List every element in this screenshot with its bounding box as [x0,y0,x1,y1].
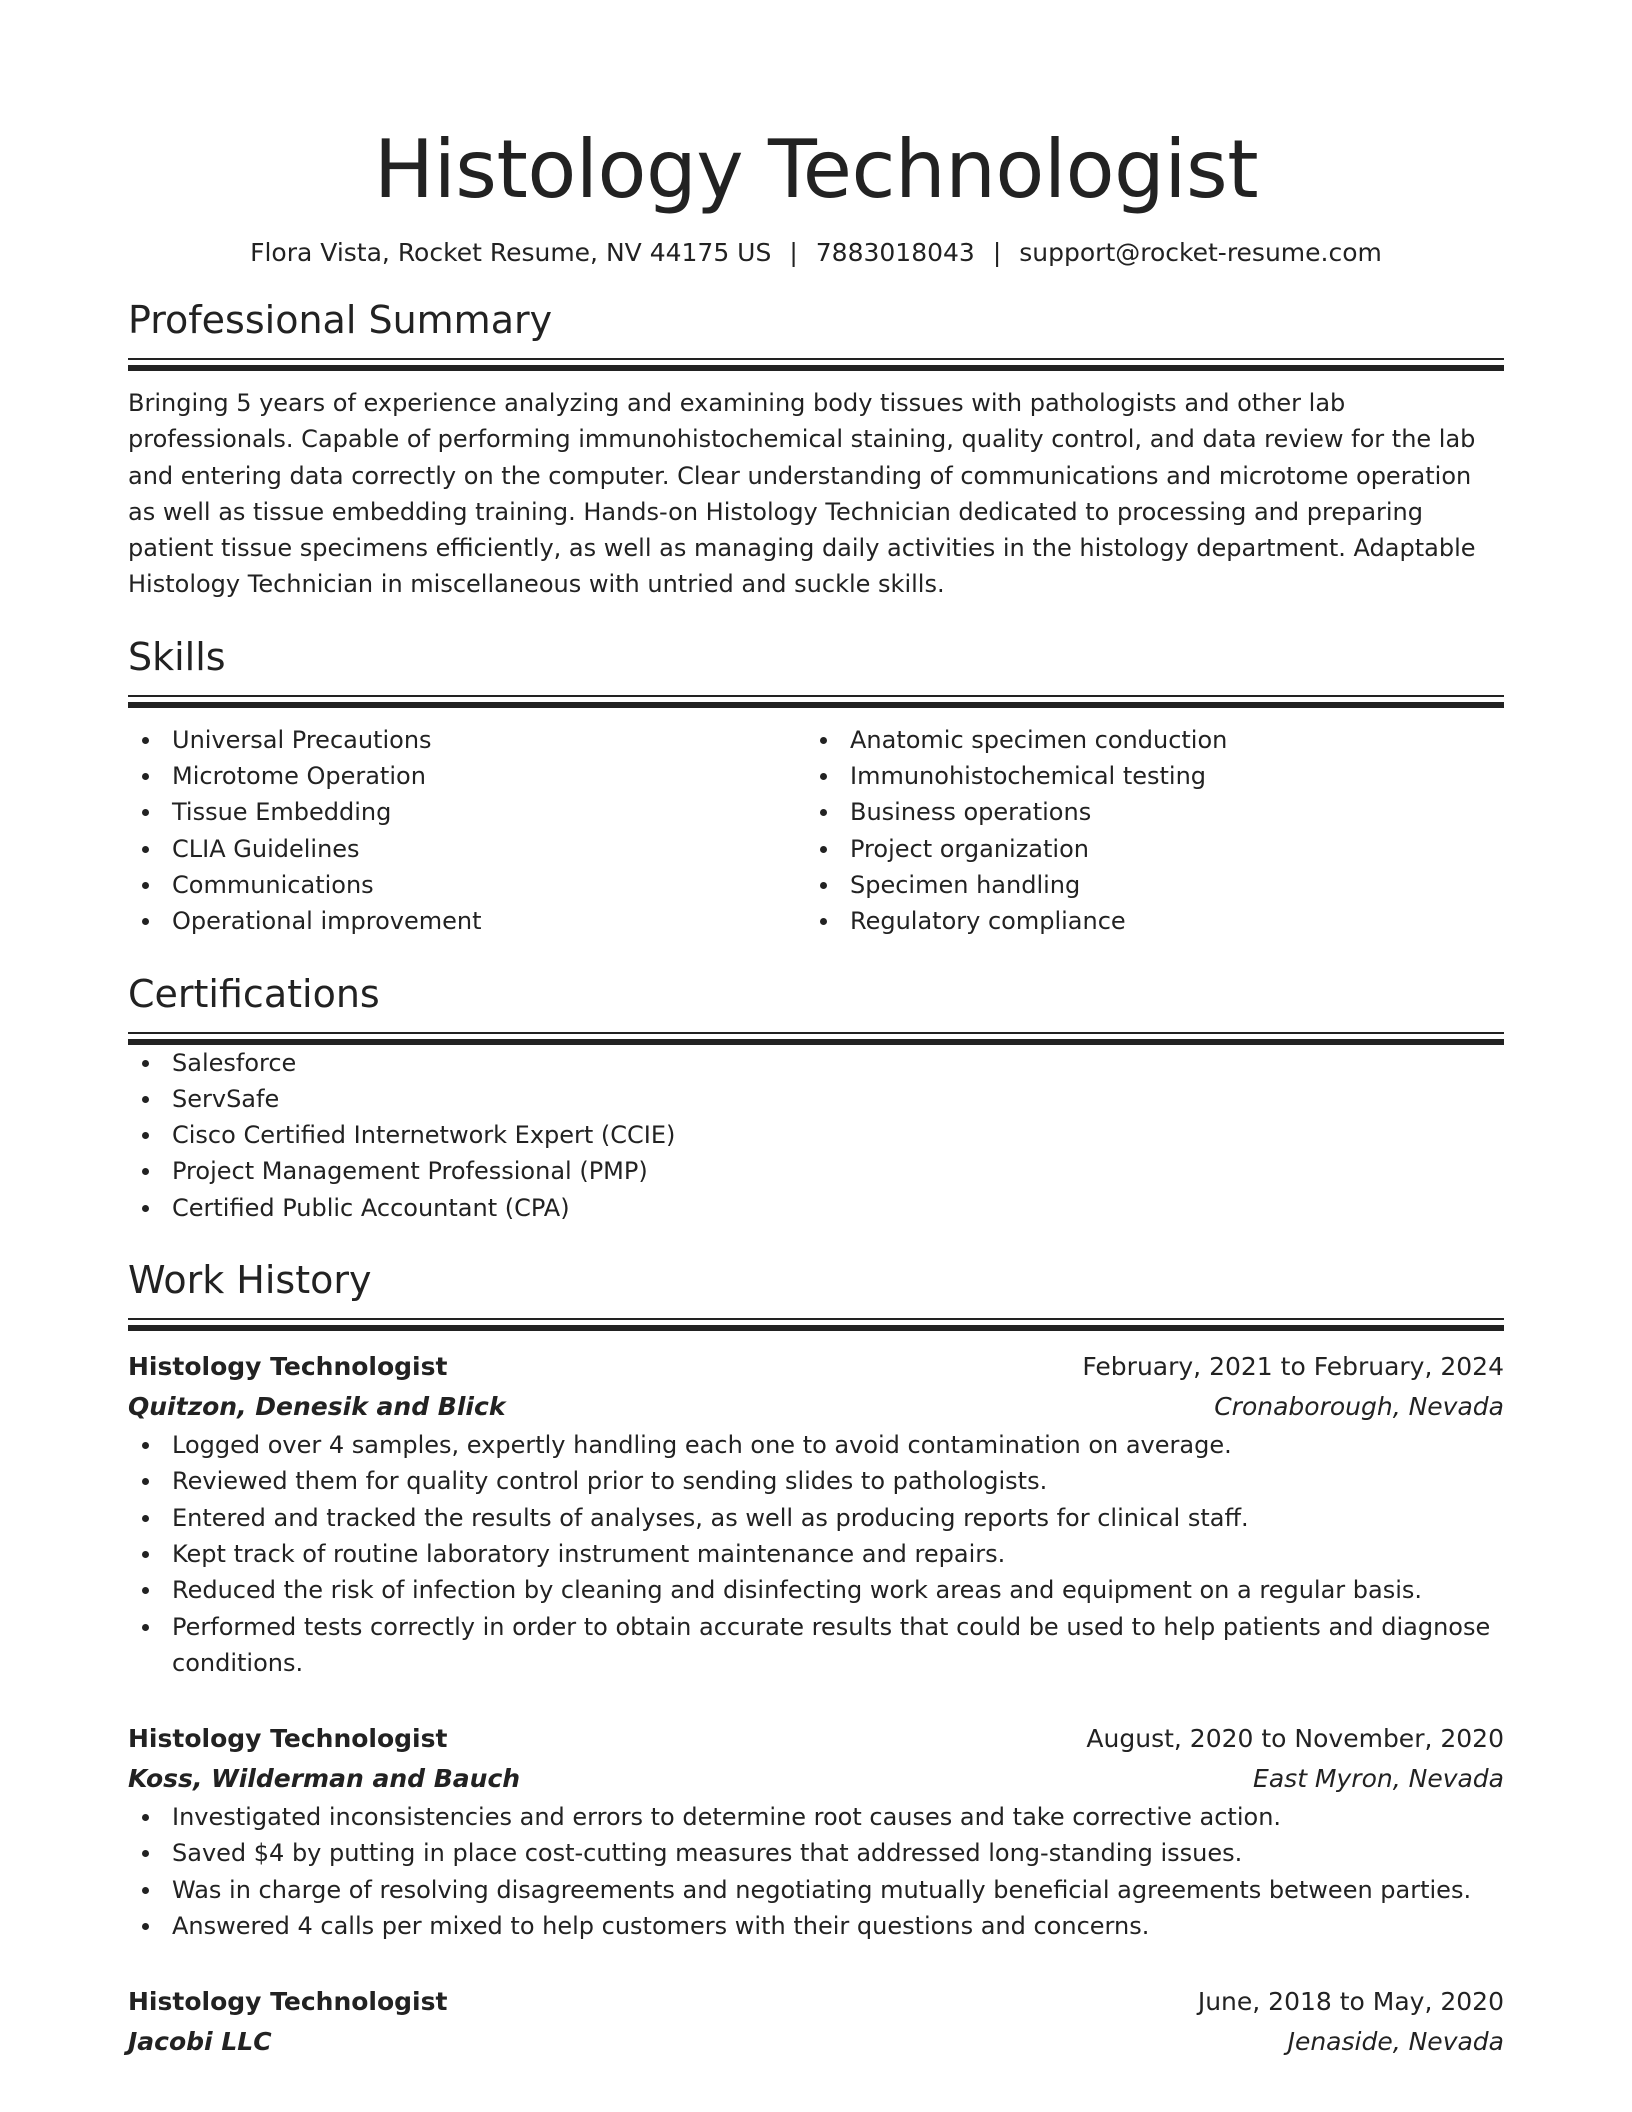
summary-section [128,296,1504,603]
skills-column-right [806,722,1484,940]
contact-separator: | [992,238,1002,267]
skill-item: Anatomic specimen conduction [806,722,1484,758]
job-company: Koss, Wilderman and Bauch [128,1764,521,1794]
job-bullet: Reviewed them for quality control prior to sending slides to pathologists. [128,1463,1504,1499]
certification-item: Certified Public Accountant (CPA) [128,1190,1504,1226]
job-responsibilities [128,1427,1504,1681]
job-bullet: Reduced the risk of infection by cleaning and disinfecting work areas and equipment on a regular basis. [128,1572,1504,1608]
job-dates: February, 2021 to February, 2024 [1082,1352,1504,1382]
section-divider [128,1032,1504,1045]
certification-item: Project Management Professional (PMP) [128,1153,1504,1189]
job-header-row [128,1719,1504,1759]
job-title: Histology Technologist [128,1987,448,2017]
skill-item: Operational improvement [128,903,806,939]
job-bullet: Saved $4 by putting in place cost-cutting measures that addressed long-standing issues. [128,1835,1504,1871]
certifications-list [128,1045,1504,1226]
certification-item: Salesforce [128,1045,1504,1081]
job-company-row [128,2022,1504,2062]
job-location: East Myron, Nevada [1253,1764,1504,1794]
section-title-work-history: Work History [128,1258,372,1303]
resume-page [128,0,1504,2062]
contact-address: Flora Vista, Rocket Resume, NV 44175 US [250,238,772,267]
skill-item: Communications [128,867,806,903]
job-bullet: Investigated inconsistencies and errors to determine root causes and take corrective action. [128,1799,1504,1835]
section-divider [128,695,1504,708]
contact-email: support@rocket-resume.com [1019,238,1382,267]
job-entry [128,1982,1504,2062]
certifications-section [128,970,1504,1226]
section-title-skills: Skills [128,634,226,679]
contact-separator: | [789,238,798,267]
certification-item: Cisco Certified Internetwork Expert (CCIE) [128,1117,1504,1153]
section-divider [128,358,1504,371]
job-title: Histology Technologist [128,1724,448,1754]
job-company-row [128,1387,1504,1427]
skill-item: Business operations [806,794,1484,830]
job-title: Histology Technologist [128,1352,448,1382]
section-title-summary: Professional Summary [128,298,553,342]
job-bullet: Kept track of routine laboratory instrument maintenance and repairs. [128,1536,1504,1572]
job-company: Jacobi LLC [128,2027,272,2057]
skill-item: Universal Precautions [128,722,806,758]
job-dates: June, 2018 to May, 2020 [1197,1987,1504,2017]
candidate-name: Histology Technologist [373,123,1259,216]
summary-text: Bringing 5 years of experience analyzing and examining body tissues with pathologists and other lab professionals. Capable of performing immunohistochemical staining, quality control, and data review for the lab and entering data correctly on the computer. Clear understanding of communications and microtome operation as well as tissue embedding training. Hands-on Histology Technician dedicated to processing and preparing patient tissue specimens efficiently, as well as managing daily activities in the histology department. Adaptable Histology Technician in miscellaneous with untried and suckle skills. [128,389,1476,599]
job-bullet: Was in charge of resolving disagreements and negotiating mutually beneficial agreements between parties. [128,1872,1504,1908]
job-header-row [128,1347,1504,1387]
job-company-row [128,1759,1504,1799]
work-history-section [128,1256,1504,2062]
job-location: Cronaborough, Nevada [1214,1392,1504,1422]
skills-column-left [128,722,806,940]
job-bullet: Answered 4 calls per mixed to help customers with their questions and concerns. [128,1908,1504,1944]
section-divider [128,1318,1504,1331]
skill-item: Microtome Operation [128,758,806,794]
contact-line [128,236,1504,270]
skill-item: Specimen handling [806,867,1484,903]
job-bullet: Performed tests correctly in order to obtain accurate results that could be used to help patients and diagnose conditions. [128,1609,1504,1682]
contact-phone: 7883018043 [815,238,975,267]
section-title-certifications: Certifications [128,971,380,1016]
job-entry [128,1347,1504,1681]
job-location: Jenaside, Nevada [1287,2027,1504,2057]
skill-item: Regulatory compliance [806,903,1484,939]
skills-grid [128,722,1504,940]
job-bullet: Logged over 4 samples, expertly handling each one to avoid contamination on average. [128,1427,1504,1463]
job-responsibilities [128,1799,1504,1944]
skill-item: Tissue Embedding [128,794,806,830]
certification-item: ServSafe [128,1081,1504,1117]
job-header-row [128,1982,1504,2022]
skill-item: CLIA Guidelines [128,831,806,867]
skill-item: Project organization [806,831,1484,867]
job-company: Quitzon, Denesik and Blick [128,1392,506,1422]
resume-header [128,122,1504,270]
job-entry [128,1719,1504,1944]
job-bullet: Entered and tracked the results of analyses, as well as producing reports for clinical staff. [128,1500,1504,1536]
skill-item: Immunohistochemical testing [806,758,1484,794]
job-dates: August, 2020 to November, 2020 [1086,1724,1504,1754]
skills-section [128,633,1504,940]
